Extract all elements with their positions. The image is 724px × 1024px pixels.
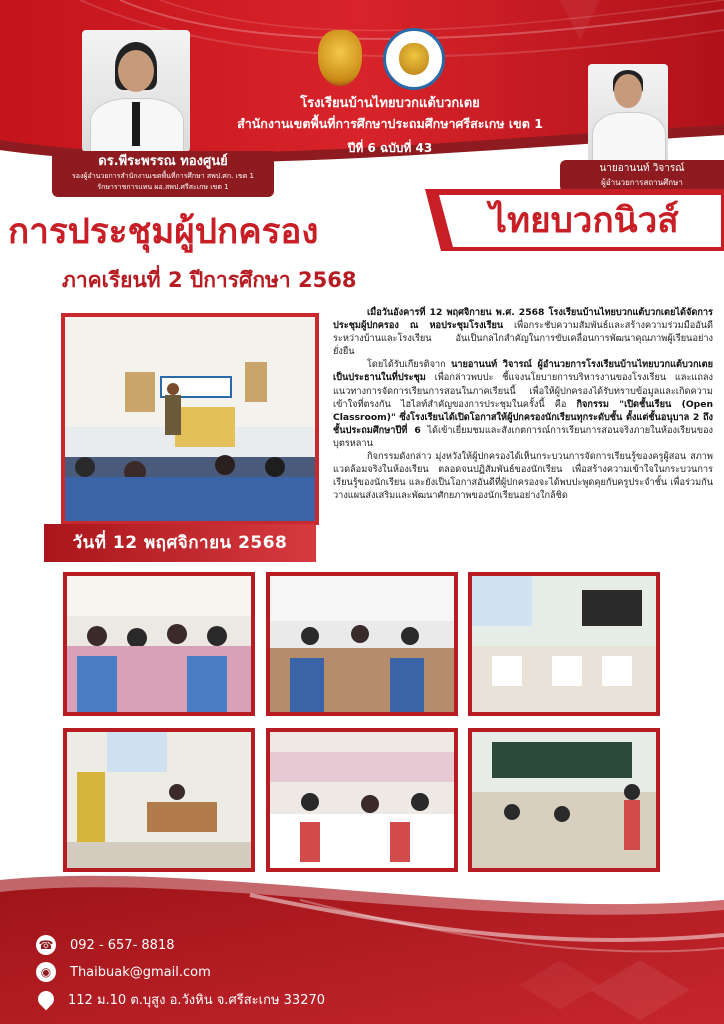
issue-number: ปีที่ 6 ฉบับที่ 43 <box>347 141 433 155</box>
ministry-logo <box>318 30 362 86</box>
date-banner: วันที่ 12 พฤศจิกายน 2568 <box>44 524 316 562</box>
contact-email-row <box>36 960 211 984</box>
article-p2-c: ได้เข้าเยี่ยมชมและสังเกตการณ์การเรียนการสอนจริงภายในห้องเรียนของบุตรหลาน <box>333 424 713 449</box>
subtitle: ภาคเรียนที่ 2 ปีการศึกษา 2568 <box>62 268 357 292</box>
contact-phone: 092 - 657- 8818 <box>70 937 175 953</box>
school-logo <box>383 28 445 90</box>
gallery-photo-2 <box>266 572 458 716</box>
left-person-photo <box>82 30 190 152</box>
article-p1-lead: เมื่อวันอังคารที่ 12 พฤศจิกายน พ.ศ. 2568 โรงเรียนบ้านไทยบวกแต้บวกเตยได้จัดการประชุมผู้ปกครอง ณ หอประชุมโรงเรียน <box>333 307 713 332</box>
contact-email[interactable]: Thaibuak@gmail.com <box>70 964 211 980</box>
right-person-photo <box>588 64 668 164</box>
article-paragraph-2 <box>333 358 713 450</box>
left-person-role-1: รองผู้อำนวยการสำนักงานเขตพื้นที่การศึกษา สพป.ศก. เขต 1 <box>72 172 254 180</box>
left-person-banner <box>52 151 274 197</box>
gallery-photo-1 <box>63 572 255 716</box>
contact-address: 112 ม.10 ต.บุสูง อ.วังหิน จ.ศรีสะเกษ 33270 <box>68 992 326 1008</box>
right-person-role: ผู้อำนวยการสถานศึกษา <box>601 178 683 187</box>
main-title: การประชุมผู้ปกครอง <box>8 212 319 252</box>
article-p2-bold-1: นายอานนท์ วิจารณ์ ผู้อำนวยการโรงเรียนบ้านไทยบวกแต้บวกเตย เป็นประธานในที่ประชุม <box>333 359 713 384</box>
globe-icon: ◉ <box>36 962 56 982</box>
article-paragraph-1 <box>333 306 713 358</box>
phone-icon: ☎ <box>36 935 56 955</box>
article-body <box>333 306 713 531</box>
gallery-photo-3 <box>468 572 660 716</box>
article-p1-rest: เพื่อกระชับความสัมพันธ์และสร้างความร่วมมืออันดีระหว่างบ้านและโรงเรียน อันเป็นกลไกสำคัญในการขับเคลื่อนการพัฒนาคุณภาพผู้เรียนอย่างยั่งยืน <box>333 320 713 358</box>
main-meeting-photo <box>65 317 315 521</box>
main-photo-frame <box>61 313 319 525</box>
article-p2-a: โดยได้รับเกียรติจาก <box>367 359 452 371</box>
contact-address-row <box>36 987 325 1011</box>
school-name: โรงเรียนบ้านไทยบวกแต้บวกเตย <box>300 96 480 111</box>
left-person-role-2: รักษาราชการแทน ผอ.สพป.ศรีสะเกษ เขต 1 <box>97 183 229 191</box>
right-person-banner <box>560 160 724 192</box>
article-p2-b: เพื่อกล่าวพบปะ ชี้แจงนโยบายการบริหารงานของโรงเรียน และแถลงแนวทางการจัดการเรียนการสอนในภาคเรียนนี้ เพื่อให้ผู้ปกครองได้รับทราบข้อมูลและเกิดความเข้าใจที่ตรงกัน ไฮไลท์สำคัญของการประชุมในครั้งนี้ คือ <box>333 372 713 410</box>
article-p2-bold-2: กิจกรรม "เปิดชั้นเรียน (Open Classroom)" ซึ่งโรงเรียนได้เปิดโอกาสให้ผู้ปกครองนักเรียนทุกระดับชั้น ตั้งแต่ชั้นอนุบาล 2 ถึงชั้นประถมศึกษาปีที่ 6 <box>333 398 713 436</box>
left-person-name: ดร.พีระพรรณ ทองศูนย์ <box>98 154 228 169</box>
map-pin-icon <box>35 988 58 1011</box>
right-person-name: นายอานนท์ วิจารณ์ <box>599 163 685 174</box>
article-paragraph-3: กิจกรรมดังกล่าว มุ่งหวังให้ผู้ปกครองได้เห็นกระบวนการจัดการเรียนรู้ของครูผู้สอน สภาพแวดล้อมจริงในห้องเรียน ตลอดจนปฏิสัมพันธ์ของนักเรียน เพื่อสร้างความเข้าใจในกระบวนการเรียนรู้ของนักเรียน และยังเป็นโอกาสอันดีที่ผู้ปกครองจะได้พบปะพูดคุยกับครูประจำชั้น เพื่อร่วมกันวางแผนส่งเสริมและพัฒนาศักยภาพของนักเรียนอย่างใกล้ชิด <box>333 451 713 502</box>
contact-phone-row <box>36 933 175 957</box>
newsletter-name: ไทยบวกนิวส์ <box>489 201 679 241</box>
office-name: สำนักงานเขตพื้นที่การศึกษาประถมศึกษาศรีสะเกษ เขต 1 <box>237 116 543 131</box>
